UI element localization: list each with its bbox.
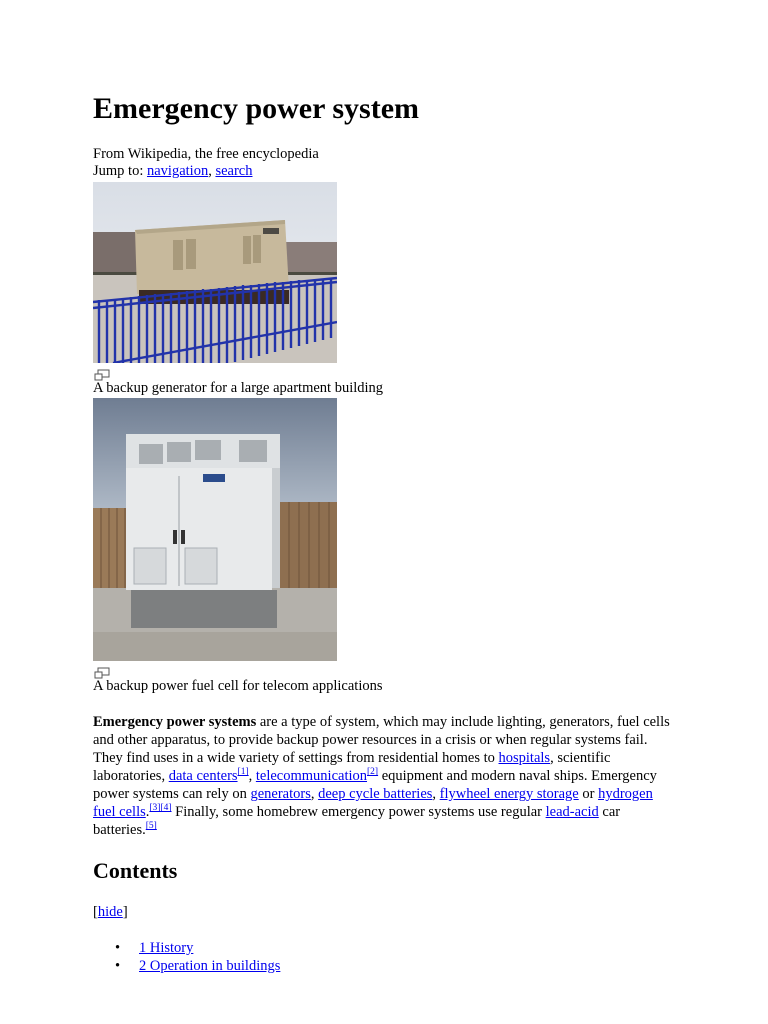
text: are a type of system, which may include lighting, generators, fuel cells and other apparatus, to provide backup power resources in a crisis or when regular systems fail. They find uses in a wide variety of settings from residential homes to [93, 714, 670, 766]
jump-navigation-link[interactable]: navigation [146, 163, 209, 179]
fence-right [279, 502, 337, 592]
text: car batteries. [93, 804, 621, 838]
text: , [248, 768, 256, 784]
contents-list [93, 940, 280, 975]
generator-image[interactable] [93, 182, 337, 363]
contents-item [93, 958, 280, 976]
door-panel-right [185, 548, 217, 584]
door-handle [181, 530, 185, 544]
contents-heading: Contents [93, 858, 178, 883]
door-panel-left [134, 548, 166, 584]
jump-separator: , [208, 163, 212, 179]
text: , [432, 786, 440, 802]
figure-caption: A backup power fuel cell for telecom applications [93, 678, 383, 694]
page-title: Emergency power system [93, 92, 420, 125]
text: , [310, 786, 319, 802]
jump-to [93, 163, 319, 180]
bullet: • [115, 940, 121, 956]
hide-link[interactable]: hide [97, 904, 123, 920]
text: equipment and modern naval ships. Emergency power systems can rely on [93, 768, 657, 802]
text: Finally, some homebrew emergency power systems use regular [171, 804, 546, 820]
door-handle [173, 530, 177, 544]
jump-to-label: Jump to: [93, 163, 144, 179]
slab [93, 632, 337, 661]
ref-1[interactable]: [1] [237, 767, 249, 777]
lead-paragraph [93, 713, 673, 839]
contents-toggle [93, 904, 128, 921]
contents-item [93, 940, 280, 958]
contents-link-operation[interactable]: 2 Operation in buildings [139, 957, 281, 974]
fuel-cell-photo [93, 398, 337, 661]
link-hydrogen-fuel-cells[interactable]: hydrogen fuel cells [93, 786, 653, 820]
cabinet-plinth [131, 590, 277, 628]
jump-search-link[interactable]: search [215, 163, 253, 179]
article-header [93, 146, 319, 180]
ref-5[interactable]: [5] [145, 821, 157, 831]
link-flywheel[interactable]: flywheel energy storage [439, 786, 579, 802]
text: or [578, 786, 599, 802]
link-data-centers[interactable]: data centers [168, 768, 238, 784]
figure-caption: A backup generator for a large apartment building [93, 380, 384, 396]
roof-right [283, 242, 337, 274]
link-hospitals[interactable]: hospitals [498, 750, 551, 766]
bracket: ] [122, 904, 128, 920]
ref-3-4[interactable]: [3][4] [149, 803, 172, 813]
fuel-cell-image[interactable] [93, 398, 337, 661]
generator-photo [93, 182, 337, 363]
link-lead-acid[interactable]: lead-acid [545, 804, 599, 820]
bracket: [ [93, 904, 98, 920]
bold-term: Emergency power systems [93, 714, 257, 730]
cabinet-logo [203, 474, 225, 482]
link-deep-cycle-batteries[interactable]: deep cycle batteries [318, 786, 433, 802]
link-generators[interactable]: generators [250, 786, 311, 802]
link-telecommunication[interactable]: telecommunication [255, 768, 368, 784]
contents-link-history[interactable]: 1 History [139, 940, 194, 956]
text: . [145, 804, 150, 820]
text: , scientific laboratories, [93, 750, 611, 784]
bullet: • [115, 957, 121, 974]
ref-2[interactable]: [2] [367, 767, 379, 777]
tagline: From Wikipedia, the free encyclopedia [93, 146, 319, 162]
generator-badge [263, 228, 279, 234]
